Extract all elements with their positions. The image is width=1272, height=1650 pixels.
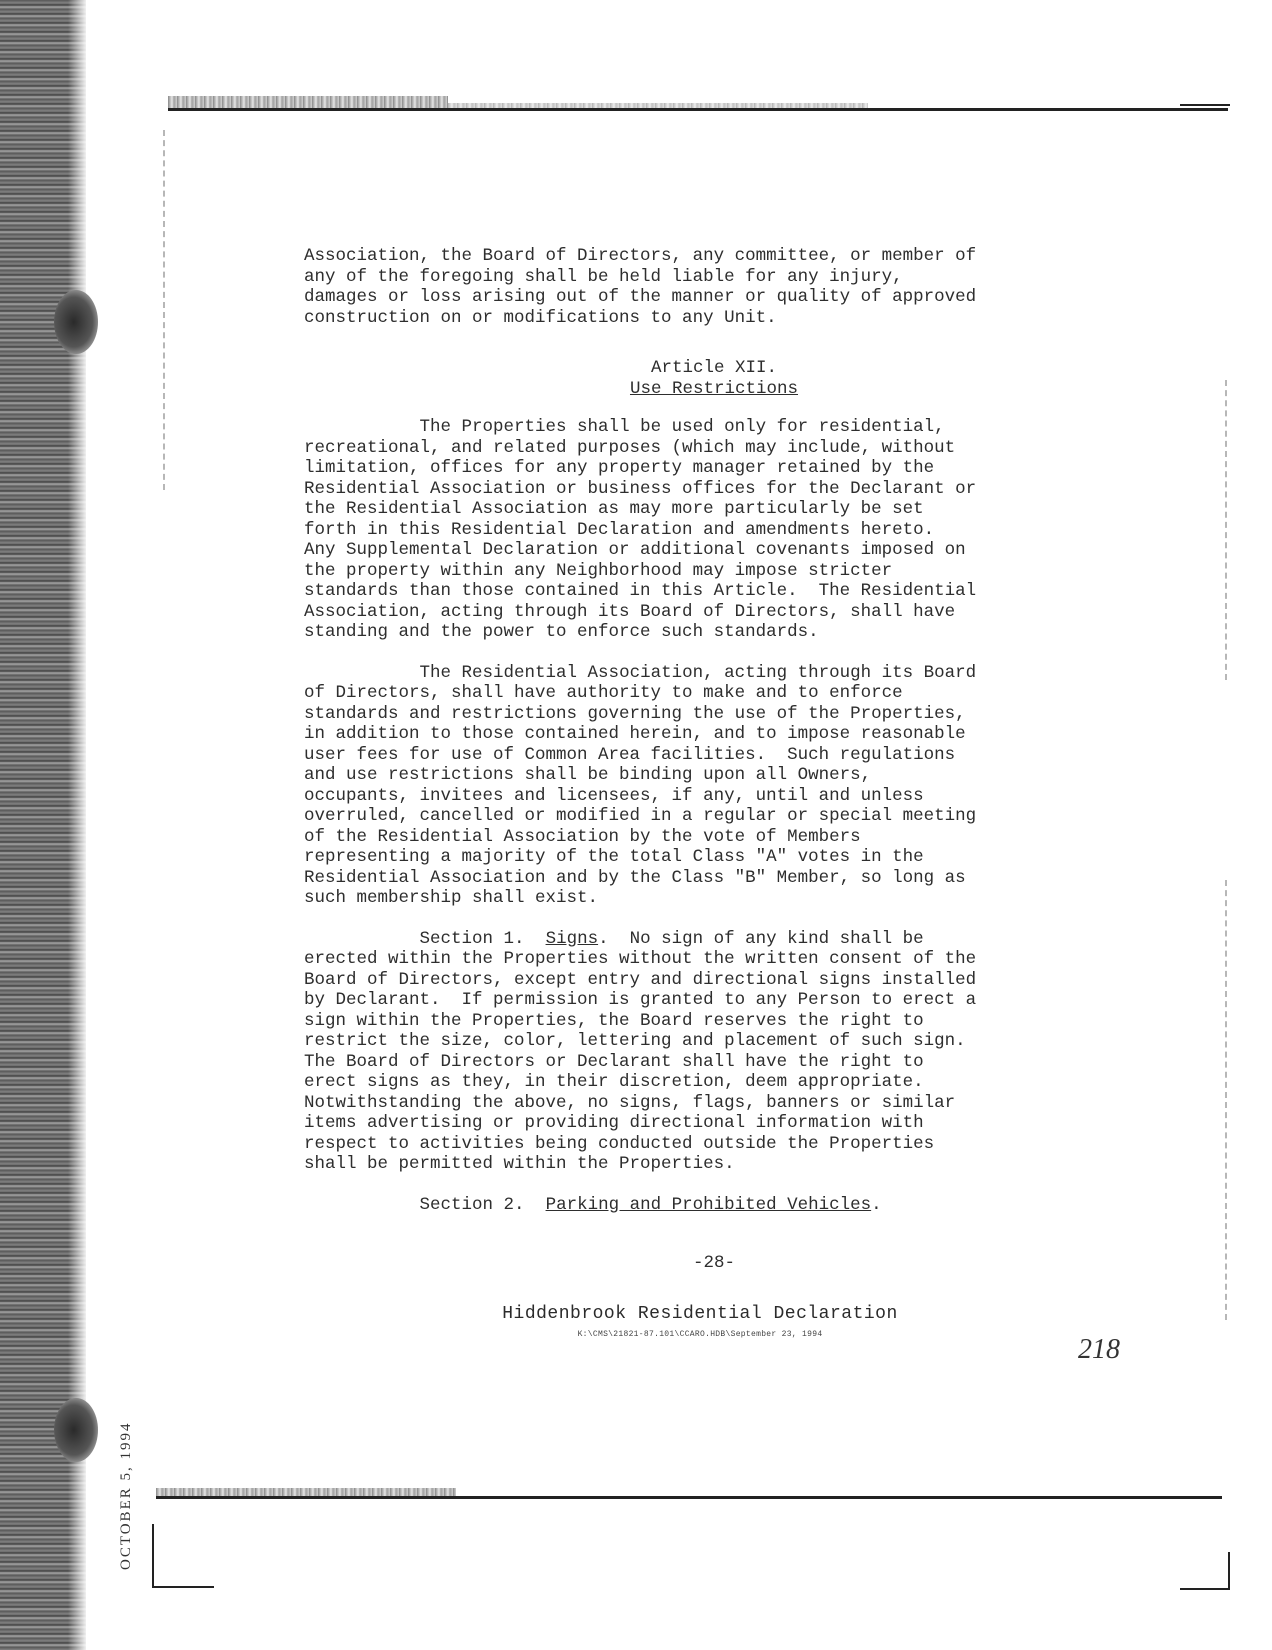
date-stamp: OCTOBER 5, 1994 [118,1421,134,1570]
article-heading [304,358,1124,399]
section-1-label: Section 1. [304,928,546,949]
section-2-title: Parking and Prohibited Vehicles [545,1194,872,1215]
left-margin-dash [163,130,165,490]
crop-mark-left-horizontal [152,1586,214,1588]
page-body [304,246,1124,1274]
section-1-body: erected within the Properties without the written consent of the Board of Directors, except entry and directional signs installed by Declarant. If permission is granted to any Person to erect a sign within the Properties, the Board reserves the right to restrict the size, color, lettering and placement of such sign. The Board of Directors or Declarant shall have the right to erect signs as they, in their discretion, deem appropriate. Notwithstanding the above, no signs, flags, banners or similar items advertising or providing directional information with respect to activities being conducted outside the Properties shall be permitted within the Properties. [304,949,977,1174]
footer-title: Hiddenbrook Residential Declaration [502,1304,898,1324]
punch-hole-bottom [54,1398,98,1462]
crop-mark-right-horizontal [1180,1588,1230,1590]
crop-mark-right-vertical [1228,1552,1230,1590]
top-right-mark [1180,104,1230,106]
intro-paragraph: Association, the Board of Directors, any committee, or member of any of the foregoing shall be held liable for any injury, damages or loss arising out of the manner or quality of approved construction on or modifications to any Unit. [304,246,977,328]
article-title: Use Restrictions [629,378,799,399]
crop-mark-left-vertical [152,1524,154,1588]
footer-file-path: K:\CMS\21821-87.101\CCARO.HDB\September 23, 1994 [577,1330,823,1339]
paragraph-board-authority: The Residential Association, acting through its Board of Directors, shall have authority to make and to enforce standards and restrictions governing the use of the Properties, in addition to those contained herein, and to impose reasonable user fees for use of Common Area facilities. Such regulations and use restrictions shall be binding upon all Owners, occupants, invitees and licensees, if any, until and unless overruled, cancelled or modified in a regular or special meeting of the Residential Association by the vote of Members representing a majority of the total Class "A" votes in the Residential Association and by the Class "B" Member, so long as such membership shall exist. [304,662,977,908]
page-number: -28- [692,1253,735,1273]
handwritten-page-stamp: 218 [1078,1334,1120,1365]
section-2 [304,1195,1124,1216]
right-margin-dash-upper [1225,380,1227,680]
section-1-lead: . No sign of any kind shall be [598,928,924,949]
paragraph-properties-use: The Properties shall be used only for residential, recreational, and related purposes (which may include, without limitation, offices for any property manager retained by the Residential Association or business offices for the Declarant or the Residential Association as may more particularly be set forth in this Residential Declaration and amendments hereto. Any Supplemental Declaration or additional covenants imposed on the property within any Neighborhood may impose stricter standards than those contained in this Article. The Residential Association, acting through its Board of Directors, shall have standing and the power to enforce such standards. [304,417,977,642]
top-border-line [168,108,1228,111]
right-margin-dash-lower [1225,880,1227,1320]
punch-hole-top [54,290,98,354]
bottom-border-line [156,1496,1222,1499]
section-2-end: . [871,1194,882,1215]
section-1-title: Signs [545,928,599,949]
article-number: Article XII. [650,358,778,378]
section-1 [304,929,1124,1175]
section-2-label: Section 2. [304,1194,546,1215]
